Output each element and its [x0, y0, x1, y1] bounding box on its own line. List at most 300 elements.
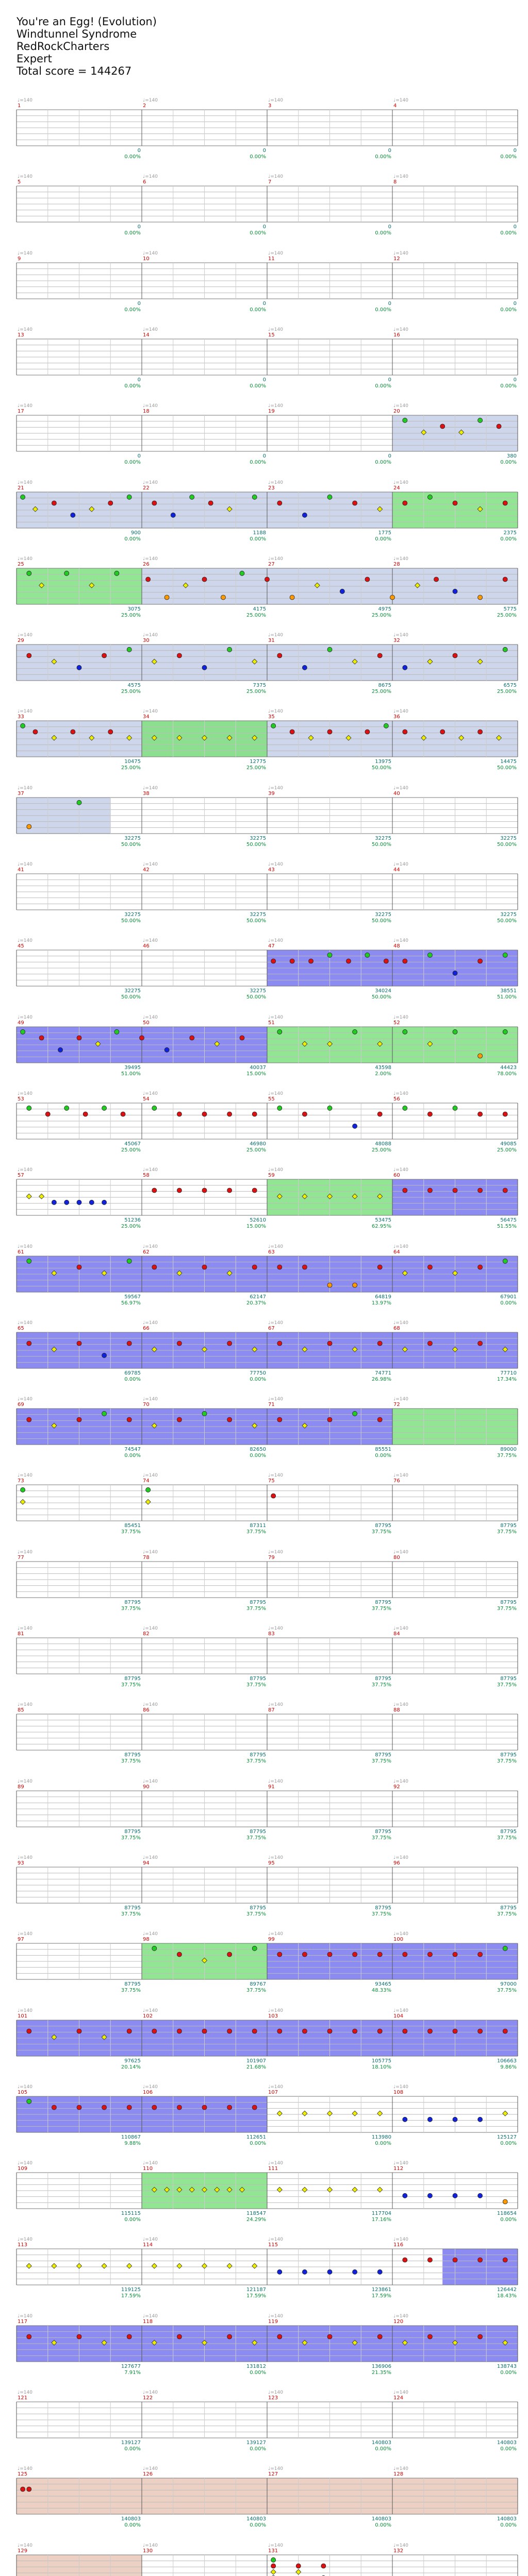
- measure-score: 43598: [375, 1065, 391, 1071]
- measure-sp-percent: 25.00%: [371, 613, 391, 618]
- measure-score: 113980: [371, 2134, 391, 2140]
- measure-sp-percent: 24.29%: [246, 2217, 266, 2223]
- note-red: [403, 501, 407, 505]
- note-red: [327, 1341, 332, 1346]
- note-green: [277, 1106, 282, 1110]
- note-green: [127, 1259, 131, 1263]
- measure-score: 32275: [250, 912, 266, 918]
- measure-score: 39495: [124, 1065, 141, 1071]
- note-red: [478, 1952, 483, 1957]
- measure-score: 139127: [121, 2440, 141, 2446]
- measure-score: 126442: [497, 2287, 517, 2293]
- measure-number: 46: [143, 943, 150, 949]
- measure-sp-percent: 0.00%: [124, 307, 141, 313]
- measure-number: 123: [268, 2395, 278, 2401]
- measure-number: 11: [268, 256, 275, 262]
- tempo-marking: ♩=140: [268, 938, 283, 943]
- tempo-marking: ♩=140: [393, 1320, 408, 1326]
- note-red: [427, 2334, 432, 2339]
- note-blue: [277, 2269, 282, 2274]
- measure-sp-percent: 37.75%: [497, 1529, 517, 1535]
- chart-row: [0, 325, 528, 402]
- measure-number: 77: [18, 1555, 24, 1561]
- measure-sp-percent: 0.00%: [500, 230, 517, 236]
- tempo-marking: ♩=140: [268, 2466, 283, 2471]
- note-red: [453, 2258, 457, 2262]
- note-green: [327, 647, 332, 652]
- note-red: [27, 1341, 31, 1346]
- note-blue: [340, 589, 344, 594]
- tempo-marking: ♩=140: [268, 633, 283, 638]
- note-red: [227, 1952, 232, 1957]
- measure-number: 70: [143, 1402, 150, 1408]
- measure-score: 106663: [497, 2058, 517, 2064]
- measure-sp-percent: 50.00%: [497, 765, 517, 771]
- row-staff: [0, 325, 528, 402]
- note-yellow: [77, 2263, 82, 2268]
- note-red: [478, 1188, 483, 1193]
- measure-sp-percent: 17.59%: [371, 2293, 391, 2299]
- measure-sp-percent: 78.00%: [497, 1071, 517, 1077]
- note-red: [377, 1417, 382, 1422]
- measure-number: 5: [18, 179, 21, 185]
- measure-number: 124: [393, 2395, 404, 2401]
- measure-number: 117: [18, 2319, 28, 2325]
- measure-number: 130: [143, 2548, 153, 2554]
- measure-number: 25: [18, 562, 24, 567]
- tempo-marking: ♩=140: [143, 1015, 158, 1020]
- measure-number: 127: [268, 2471, 278, 2477]
- measure-number: 50: [143, 1020, 150, 1026]
- tempo-marking: ♩=140: [268, 556, 283, 562]
- measure-number: 56: [393, 1096, 400, 1102]
- measure-sp-percent: 50.00%: [371, 842, 391, 848]
- tempo-marking: ♩=140: [268, 1779, 283, 1784]
- tempo-marking: ♩=140: [268, 2237, 283, 2242]
- chart-row: [0, 1547, 528, 1624]
- note-red: [177, 1341, 182, 1346]
- measure-sp-percent: 0.00%: [124, 383, 141, 389]
- note-red: [327, 1952, 332, 1957]
- note-red: [440, 730, 445, 734]
- measure-number: 82: [143, 1631, 150, 1637]
- note-red: [327, 730, 332, 734]
- measure-number: 103: [268, 2013, 278, 2019]
- note-green: [21, 1029, 25, 1034]
- measure-score: 34024: [375, 988, 391, 994]
- measure-sp-percent: 0.00%: [375, 2446, 391, 2452]
- note-yellow: [327, 2187, 333, 2192]
- measure-number: 54: [143, 1096, 150, 1102]
- row-staff: [0, 783, 528, 860]
- tempo-marking: ♩=140: [268, 1702, 283, 1707]
- song-difficulty: Expert: [16, 53, 52, 65]
- row-staff: [0, 554, 528, 631]
- note-red: [503, 577, 507, 582]
- note-red: [327, 2334, 332, 2339]
- note-red: [403, 1952, 407, 1957]
- measure-sp-percent: 0.00%: [124, 536, 141, 542]
- tempo-marking: ♩=140: [18, 2466, 32, 2471]
- note-red: [152, 501, 157, 505]
- measure-sp-percent: 25.00%: [246, 689, 266, 694]
- note-blue: [102, 1200, 107, 1205]
- note-red: [478, 730, 483, 734]
- tempo-marking: ♩=140: [268, 1626, 283, 1631]
- note-green: [327, 953, 332, 957]
- note-red: [478, 1341, 483, 1346]
- measure-score: 3075: [127, 606, 141, 612]
- note-red: [365, 730, 370, 734]
- measure-sp-percent: 17.59%: [246, 2293, 266, 2299]
- measure-sp-percent: 50.00%: [371, 918, 391, 924]
- tempo-marking: ♩=140: [393, 1473, 408, 1478]
- measure-score: 101907: [246, 2058, 266, 2064]
- note-red: [252, 2029, 257, 2033]
- note-yellow: [352, 2111, 357, 2116]
- measure-number: 19: [268, 409, 275, 414]
- tempo-marking: ♩=140: [18, 556, 32, 562]
- measure-score: 4175: [253, 606, 266, 612]
- note-red: [152, 1265, 157, 1269]
- tempo-marking: ♩=140: [143, 2008, 158, 2013]
- measure-score: 5775: [503, 606, 517, 612]
- measure-score: 87795: [124, 1829, 141, 1835]
- measure-score: 87795: [375, 1676, 391, 1682]
- note-red: [127, 2029, 131, 2033]
- measure-number: 38: [143, 791, 150, 796]
- measure-number: 20: [393, 409, 400, 414]
- measure-sp-percent: 0.00%: [124, 2522, 141, 2528]
- note-red: [102, 2105, 107, 2110]
- tempo-marking: ♩=140: [268, 1244, 283, 1249]
- note-blue: [453, 2117, 457, 2122]
- note-red: [77, 1036, 81, 1040]
- note-red: [478, 959, 483, 963]
- note-blue: [427, 2193, 432, 2198]
- note-red: [434, 577, 439, 582]
- measure-score: 112651: [246, 2134, 266, 2140]
- measure-number: 63: [268, 1249, 275, 1255]
- measure-score: 44423: [500, 1065, 517, 1071]
- note-red: [453, 1188, 457, 1193]
- note-blue: [271, 2575, 276, 2576]
- measure-sp-percent: 25.00%: [121, 765, 141, 771]
- tempo-marking: ♩=140: [393, 1550, 408, 1555]
- measure-number: 81: [18, 1631, 24, 1637]
- tempo-marking: ♩=140: [268, 1550, 283, 1555]
- measure-score: 0: [137, 148, 141, 154]
- note-red: [478, 1265, 483, 1269]
- note-red: [403, 1188, 407, 1193]
- tempo-marking: ♩=140: [268, 1931, 283, 1937]
- measure-sp-percent: 50.00%: [121, 994, 141, 1000]
- tempo-marking: ♩=140: [393, 1167, 408, 1173]
- measure-number: 45: [18, 943, 24, 949]
- measure-score: 118547: [246, 2211, 266, 2216]
- note-red: [252, 2105, 257, 2110]
- note-red: [227, 2029, 232, 2033]
- note-blue: [453, 2193, 457, 2198]
- note-green: [478, 418, 483, 422]
- note-green: [252, 495, 257, 499]
- measure-number: 72: [393, 1402, 400, 1408]
- measure-number: 88: [393, 1707, 400, 1713]
- tempo-marking: ♩=140: [268, 403, 283, 409]
- note-green: [27, 2099, 31, 2104]
- note-orange: [503, 2199, 507, 2204]
- measure-sp-percent: 50.00%: [497, 918, 517, 924]
- note-green: [27, 571, 31, 575]
- note-green: [202, 1411, 207, 1416]
- chart-row: [0, 1242, 528, 1319]
- note-red: [202, 1112, 207, 1116]
- note-red: [177, 653, 182, 658]
- note-red: [290, 730, 294, 734]
- note-green: [271, 723, 276, 728]
- chart-row: [0, 172, 528, 249]
- row-staff: [0, 1700, 528, 1777]
- note-red: [252, 1112, 257, 1116]
- measure-sp-percent: 0.00%: [375, 2141, 391, 2146]
- measure-score: 32275: [124, 836, 141, 841]
- measure-number: 128: [393, 2471, 404, 2477]
- note-red: [102, 653, 107, 658]
- note-red: [77, 1341, 81, 1346]
- measure-number: 94: [143, 1860, 150, 1866]
- tempo-marking: ♩=140: [143, 1931, 158, 1937]
- note-green: [64, 1106, 69, 1110]
- note-red: [277, 1417, 282, 1422]
- note-blue: [353, 1124, 357, 1128]
- measure-sp-percent: 25.00%: [246, 1147, 266, 1153]
- measure-score: 32275: [124, 912, 141, 918]
- chart-row: [0, 401, 528, 478]
- measure-score: 0: [262, 377, 266, 383]
- tempo-marking: ♩=140: [393, 709, 408, 714]
- measure-score: 140803: [371, 2440, 391, 2446]
- note-red: [77, 2334, 81, 2339]
- tempo-marking: ♩=140: [268, 1167, 283, 1173]
- measure-number: 97: [18, 1937, 24, 1942]
- measure-number: 119: [268, 2319, 278, 2325]
- chart-row: [0, 1089, 528, 1166]
- note-green: [453, 1106, 457, 1110]
- row-staff: [0, 172, 528, 249]
- tempo-marking: ♩=140: [143, 2084, 158, 2090]
- total-score: Total score = 144267: [16, 65, 132, 77]
- measure-score: 51236: [124, 1217, 141, 1223]
- tempo-marking: ♩=140: [393, 2084, 408, 2090]
- chart-row: [0, 2540, 528, 2576]
- measure-number: 48: [393, 943, 400, 949]
- tempo-marking: ♩=140: [143, 1550, 158, 1555]
- measure-number: 84: [393, 1631, 400, 1637]
- note-yellow: [302, 2111, 307, 2116]
- measure-score: 380: [506, 453, 517, 459]
- chart-row: [0, 2311, 528, 2388]
- measure-number: 58: [143, 1173, 150, 1178]
- note-red: [227, 2334, 232, 2339]
- measure-sp-percent: 25.00%: [121, 613, 141, 618]
- tempo-marking: ♩=140: [393, 1397, 408, 1402]
- measure-score: 67901: [500, 1294, 517, 1300]
- row-staff: [0, 2234, 528, 2312]
- tempo-marking: ♩=140: [268, 1091, 283, 1096]
- tempo-marking: ♩=140: [268, 327, 283, 332]
- note-red: [177, 1188, 182, 1193]
- tempo-marking: ♩=140: [143, 1626, 158, 1631]
- measure-number: 42: [143, 867, 150, 873]
- measure-number: 16: [393, 332, 400, 338]
- chart-row: [0, 1776, 528, 1854]
- tempo-marking: ♩=140: [393, 2237, 408, 2242]
- note-red: [503, 2258, 507, 2262]
- measure-sp-percent: 25.00%: [121, 689, 141, 694]
- note-yellow: [377, 2111, 383, 2116]
- measure-score: 140803: [497, 2440, 517, 2446]
- measure-score: 87311: [250, 1523, 266, 1529]
- measure-sp-percent: 0.00%: [124, 1377, 141, 1382]
- measure-number: 40: [393, 791, 400, 796]
- row-staff: [0, 1089, 528, 1166]
- chart-row: [0, 1470, 528, 1548]
- tempo-marking: ♩=140: [143, 251, 158, 256]
- note-red: [377, 1265, 382, 1269]
- note-yellow: [152, 2263, 157, 2268]
- measure-number: 109: [18, 2166, 28, 2172]
- note-red: [152, 1188, 157, 1193]
- note-red: [503, 1112, 507, 1116]
- note-green: [127, 647, 131, 652]
- note-yellow: [327, 2111, 333, 2116]
- measure-score: 0: [513, 224, 517, 230]
- measure-score: 87795: [500, 1752, 517, 1758]
- tempo-marking: ♩=140: [393, 1855, 408, 1860]
- tempo-marking: ♩=140: [268, 1855, 283, 1860]
- measure-score: 0: [137, 224, 141, 230]
- note-red: [77, 1417, 81, 1422]
- note-yellow: [26, 2263, 31, 2268]
- note-green: [277, 1029, 282, 1034]
- note-red: [427, 1341, 432, 1346]
- measure-number: 4: [393, 103, 397, 109]
- measure-sp-percent: 18.10%: [371, 2064, 391, 2070]
- note-yellow: [20, 1499, 25, 1504]
- measure-sp-percent: 37.75%: [371, 1529, 391, 1535]
- measure-score: 2375: [503, 530, 517, 536]
- note-green: [77, 800, 81, 805]
- measure-sp-percent: 0.00%: [500, 2141, 517, 2146]
- measure-score: 118654: [497, 2211, 517, 2216]
- tempo-marking: ♩=140: [18, 2314, 32, 2319]
- measure-sp-percent: 0.00%: [500, 2446, 517, 2452]
- tempo-marking: ♩=140: [143, 786, 158, 791]
- note-red: [403, 959, 407, 963]
- measure-sp-percent: 25.00%: [246, 613, 266, 618]
- measure-number: 112: [393, 2166, 404, 2172]
- row-staff: [0, 2006, 528, 2083]
- note-red: [127, 1341, 131, 1346]
- note-red: [427, 1112, 432, 1116]
- measure-number: 79: [268, 1555, 275, 1561]
- measure-sp-percent: 0.00%: [250, 1377, 266, 1382]
- tempo-marking: ♩=140: [143, 709, 158, 714]
- measure-sp-percent: 25.00%: [371, 689, 391, 694]
- measure-number: 57: [18, 1173, 24, 1178]
- note-red: [271, 1494, 276, 1498]
- measure-number: 13: [18, 332, 24, 338]
- tempo-marking: ♩=140: [268, 709, 283, 714]
- note-green: [403, 1029, 407, 1034]
- measure-sp-percent: 13.97%: [371, 1300, 391, 1306]
- chart-row: [0, 2006, 528, 2083]
- measure-number: 126: [143, 2471, 153, 2477]
- measure-sp-percent: 0.00%: [375, 2522, 391, 2528]
- measure-score: 140803: [121, 2516, 141, 2522]
- measure-number: 62: [143, 1249, 150, 1255]
- row-staff: [0, 401, 528, 478]
- note-red: [384, 959, 388, 963]
- measure-number: 66: [143, 1326, 150, 1331]
- note-green: [327, 1106, 332, 1110]
- tempo-marking: ♩=140: [18, 2084, 32, 2090]
- measure-score: 1775: [378, 530, 391, 536]
- measure-sp-percent: 37.75%: [246, 1758, 266, 1764]
- tempo-marking: ♩=140: [393, 2008, 408, 2013]
- note-red: [497, 424, 501, 429]
- measure-number: 61: [18, 1249, 24, 1255]
- measure-number: 2: [143, 103, 146, 109]
- measure-sp-percent: 0.00%: [124, 1453, 141, 1459]
- note-green: [152, 1106, 157, 1110]
- measure-number: 101: [18, 2013, 28, 2019]
- note-red: [377, 1952, 382, 1957]
- measure-score: 87795: [250, 1752, 266, 1758]
- note-yellow: [252, 2263, 257, 2268]
- measure-sp-percent: 37.75%: [121, 1835, 141, 1841]
- note-green: [353, 1029, 357, 1034]
- tempo-marking: ♩=140: [393, 938, 408, 943]
- measure-number: 28: [393, 562, 400, 567]
- measure-number: 33: [18, 714, 24, 720]
- note-red: [478, 2334, 483, 2339]
- measure-score: 0: [513, 301, 517, 307]
- tempo-marking: ♩=140: [393, 633, 408, 638]
- note-orange: [27, 824, 31, 829]
- measure-sp-percent: 0.00%: [375, 230, 391, 236]
- measure-number: 24: [393, 485, 400, 491]
- tempo-marking: ♩=140: [18, 1473, 32, 1478]
- measure-number: 98: [143, 1937, 150, 1942]
- measure-score: 49085: [500, 1141, 517, 1147]
- measure-sp-percent: 37.75%: [371, 1835, 391, 1841]
- row-staff: [0, 2387, 528, 2465]
- measure-number: 64: [393, 1249, 400, 1255]
- measure-sp-percent: 25.00%: [246, 765, 266, 771]
- note-red: [71, 730, 75, 734]
- chart-row: [0, 95, 528, 173]
- measure-sp-percent: 0.00%: [375, 307, 391, 313]
- measure-score: 7375: [253, 683, 266, 688]
- note-red: [503, 1188, 507, 1193]
- chart-row: [0, 1929, 528, 2006]
- row-staff: [0, 2082, 528, 2159]
- note-red: [365, 577, 370, 582]
- measure-number: 110: [143, 2166, 153, 2172]
- note-red: [296, 2564, 301, 2568]
- measure-number: 30: [143, 638, 150, 643]
